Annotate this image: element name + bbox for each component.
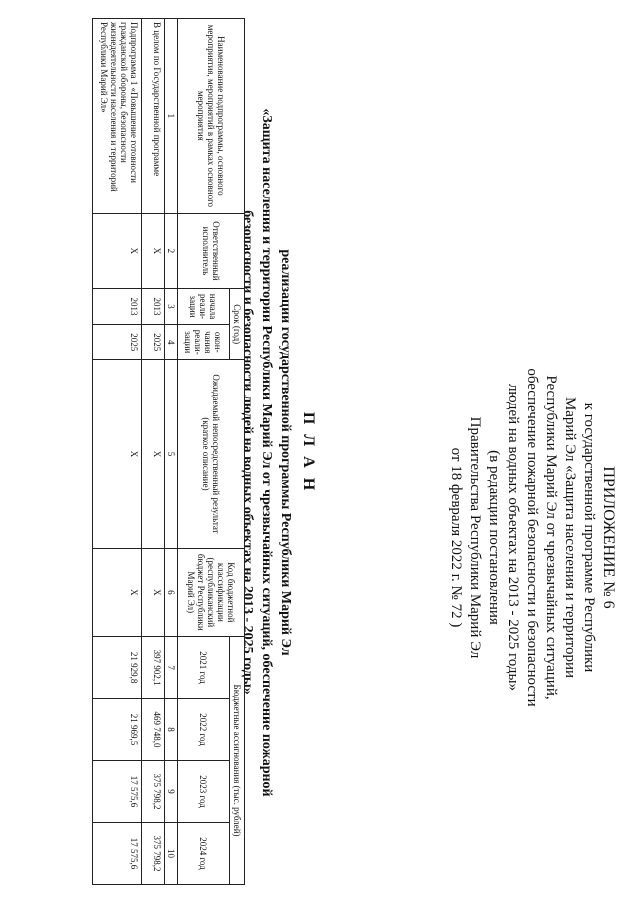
row-value-2022: 21 969,5 [93, 699, 142, 761]
header-year-2023: 2023 год [178, 761, 230, 823]
table-row [142, 19, 165, 885]
appendix-title: ПРИЛОЖЕНИЕ № 6 [600, 466, 617, 609]
header-year-2022: 2022 год [178, 699, 230, 761]
header-year-2024: 2024 год [178, 823, 230, 885]
row-end: 2025 [93, 325, 142, 360]
header-name: Наименование подпрограммы, основного мероприятия, мероприятий в рамках основного мероприятия [178, 19, 245, 214]
header-term: Срок (год) [230, 289, 245, 360]
header-term-start: начала реали-зации [178, 289, 230, 325]
appendix-line: от 18 февраля 2022 г. № 72 ) [448, 447, 464, 628]
plan-table [92, 18, 245, 885]
col-number: 2 [165, 213, 178, 288]
header-executor: Ответственный исполнитель [178, 213, 245, 288]
col-number: 8 [165, 699, 178, 761]
plan-title-line: реализации государственной программы Республики Марий Эл [278, 249, 293, 656]
appendix-line: людей на водных объектах на 2013 - 2025 годы» [505, 383, 521, 692]
appendix-line: Правительства Республики Марий Эл [467, 416, 483, 659]
plan-title-line: «Защита населения и территории Республики Марий Эл от чрезвычайных ситуаций, обеспечение пожарной [259, 108, 274, 797]
col-number: 4 [165, 325, 178, 360]
col-number: 1 [165, 19, 178, 214]
row-name: Подпрограмма 1 «Повышение готовности гражданской обороны, безопасности жизнедеятельности населения и территорий Республики Марий Эл» [93, 19, 142, 214]
row-executor: X [93, 213, 142, 288]
col-number: 10 [165, 823, 178, 885]
col-number: 3 [165, 289, 178, 325]
row-value-2021: 397 902,1 [142, 637, 165, 699]
header-year-2021: 2021 год [178, 637, 230, 699]
col-number: 5 [165, 360, 178, 548]
column-number-row [165, 19, 178, 885]
row-executor: X [142, 213, 165, 288]
col-number: 6 [165, 548, 178, 637]
header-code: Код бюджетной классификации (республиканский бюджет Республики Марий Эл) [178, 548, 245, 637]
header-budget: Бюджетные ассигнования (тыс. рублей) [230, 637, 245, 885]
row-value-2024: 17 575,6 [93, 823, 142, 885]
appendix-line: к государственной программе Республики [581, 402, 597, 673]
row-name: В целом по Государственной программе [142, 19, 165, 214]
row-end: 2025 [142, 325, 165, 360]
header-term-end: окон-чания реали-зации [178, 325, 230, 360]
row-value-2021: 21 929,8 [93, 637, 142, 699]
row-code: X [142, 548, 165, 637]
appendix-line: Марий Эл «Защита населения и территории [562, 396, 578, 679]
col-number: 9 [165, 761, 178, 823]
row-start: 2013 [93, 289, 142, 325]
row-code: X [93, 548, 142, 637]
col-number: 7 [165, 637, 178, 699]
row-value-2022: 469 748,0 [142, 699, 165, 761]
row-start: 2013 [142, 289, 165, 325]
appendix-line: Республики Марий Эл от чрезвычайных ситуаций, [543, 375, 559, 700]
table-row [93, 19, 142, 885]
row-value-2024: 375 798,2 [142, 823, 165, 885]
row-result: X [93, 360, 142, 548]
plan-title-block [238, 0, 321, 905]
appendix-line: обеспечение пожарной безопасности и безопасности [524, 368, 540, 707]
row-value-2023: 17 575,6 [93, 761, 142, 823]
header-result: Ожидаемый непосредственный результат (краткое описание) [178, 360, 245, 548]
appendix-line: (в редакции постановления [486, 450, 502, 625]
plan-heading: П Л А Н [300, 411, 317, 494]
row-result: X [142, 360, 165, 548]
plan-title-line: безопасности и безопасности людей на водных объектах на 2013 - 2025 годы» [240, 210, 255, 695]
appendix-block [446, 0, 619, 905]
row-value-2023: 375 798,2 [142, 761, 165, 823]
